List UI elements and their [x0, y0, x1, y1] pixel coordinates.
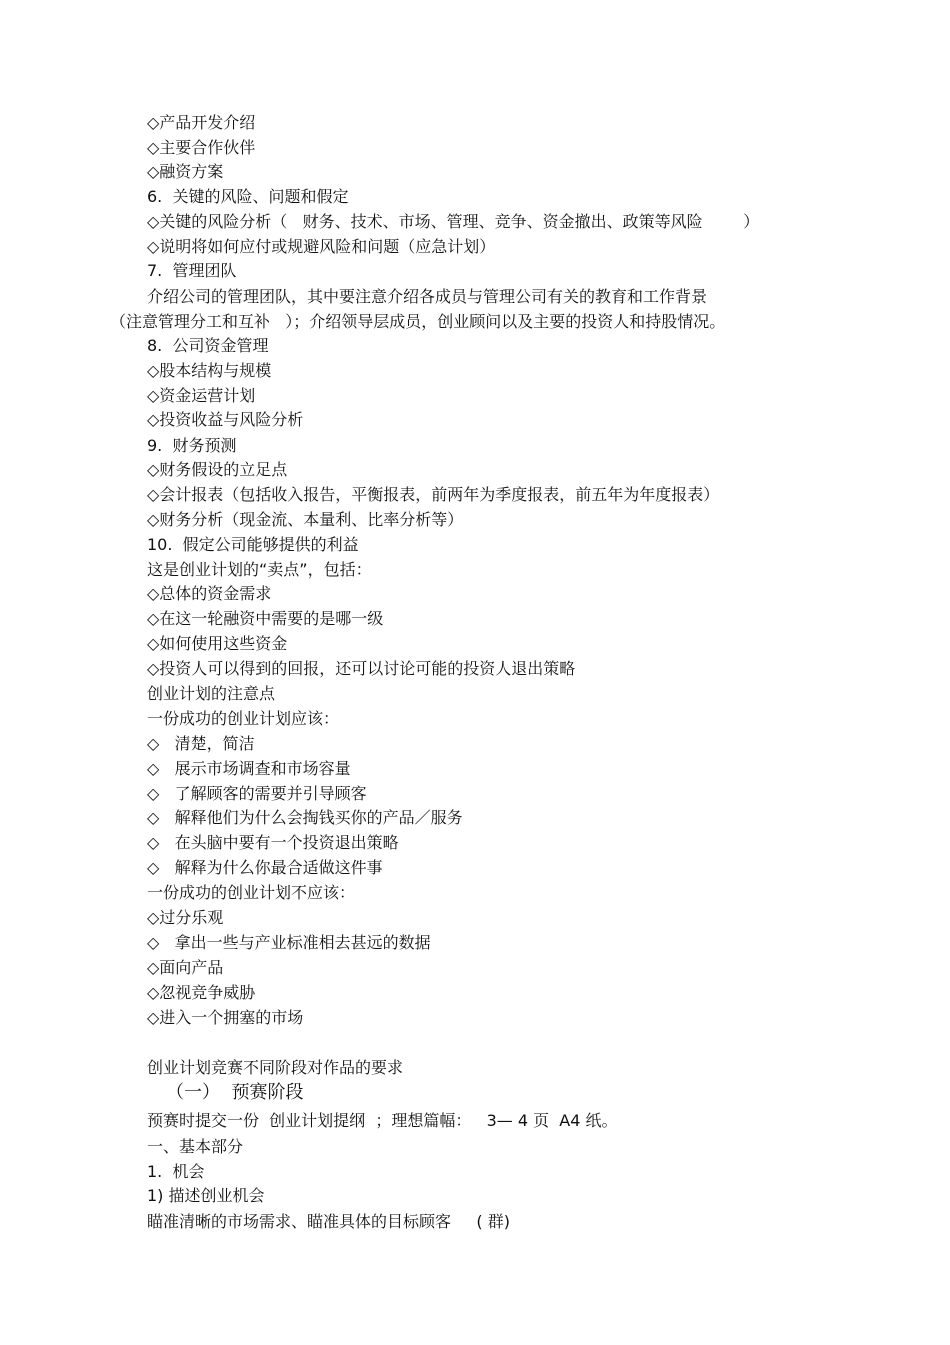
- text-line: ◇关键的风险分析（ 财务、技术、市场、管理、竞争、资金撤出、政策等风险 ）: [147, 212, 760, 231]
- text-line: ◇ 在头脑中要有一个投资退出策略: [147, 833, 399, 852]
- text-line: ◇ 解释为什么你最合适做这件事: [147, 858, 383, 877]
- text-line: ◇ 拿出一些与产业标准相去甚远的数据: [147, 933, 431, 952]
- text-line: ◇产品开发介绍: [147, 113, 256, 132]
- paragraph-line: （注意管理分工和互补 ）；介绍领导层成员，创业顾问以及主要的投资人和持股情况。: [110, 312, 726, 331]
- text-line: 一、基本部分: [147, 1137, 244, 1156]
- text-line: ◇ 了解顾客的需要并引导顾客: [147, 784, 367, 803]
- text-line: ◇ 展示市场调查和市场容量: [147, 759, 351, 778]
- text-line: ◇财务假设的立足点: [147, 460, 288, 479]
- section-heading: 10. 假定公司能够提供的利益: [147, 535, 359, 554]
- text-line: ◇主要合作伙伴: [147, 138, 256, 157]
- text-line: ◇进入一个拥塞的市场: [147, 1008, 304, 1027]
- text-line: ◇面向产品: [147, 958, 224, 977]
- section-heading: 9. 财务预测: [147, 436, 237, 455]
- text-line: 预赛时提交一份 创业计划提纲 ；理想篇幅： 3— 4 页 A4 纸。: [147, 1111, 618, 1130]
- text-line: ◇资金运营计划: [147, 386, 256, 405]
- text-line: ◇投资收益与风险分析: [147, 410, 304, 429]
- text-line: 瞄准清晰的市场需求、瞄准具体的目标顾客 ( 群): [147, 1212, 511, 1231]
- text-line: ◇说明将如何应付或规避风险和问题（应急计划）: [147, 237, 496, 256]
- text-line: ◇过分乐观: [147, 908, 224, 927]
- text-line: ◇总体的资金需求: [147, 584, 272, 603]
- text-line: 1) 描述创业机会: [147, 1186, 265, 1205]
- stage-heading: （一） 预赛阶段: [166, 1082, 304, 1103]
- text-line: 1. 机会: [147, 1162, 205, 1181]
- text-line: ◇财务分析（现金流、本量利、比率分析等）: [147, 510, 464, 529]
- text-line: ◇在这一轮融资中需要的是哪一级: [147, 609, 384, 628]
- text-line: ◇股本结构与规模: [147, 361, 272, 380]
- section-heading: 8. 公司资金管理: [147, 336, 269, 355]
- text-line: ◇ 清楚，简洁: [147, 734, 255, 753]
- section-heading: 7. 管理团队: [147, 261, 237, 280]
- text-line: ◇融资方案: [147, 162, 224, 181]
- text-line: 创业计划的注意点: [147, 684, 276, 703]
- text-line: ◇忽视竞争威胁: [147, 983, 256, 1002]
- paragraph-line: 介绍公司的管理团队，其中要注意介绍各成员与管理公司有关的教育和工作背景: [147, 287, 708, 306]
- text-line: ◇如何使用这些资金: [147, 634, 288, 653]
- text-line: ◇会计报表（包括收入报告，平衡报表，前两年为季度报表，前五年为年度报表）: [147, 485, 720, 504]
- text-line: 一份成功的创业计划不应该：: [147, 883, 356, 902]
- text-line: 一份成功的创业计划应该：: [147, 709, 340, 728]
- section-heading: 创业计划竞赛不同阶段对作品的要求: [147, 1058, 404, 1077]
- text-line: ◇ 解释他们为什么会掏钱买你的产品／服务: [147, 808, 463, 827]
- text-line: ◇投资人可以得到的回报，还可以讨论可能的投资人退出策略: [147, 659, 576, 678]
- text-line: 这是创业计划的“卖点”，包括：: [147, 560, 372, 579]
- section-heading: 6. 关键的风险、问题和假定: [147, 187, 349, 206]
